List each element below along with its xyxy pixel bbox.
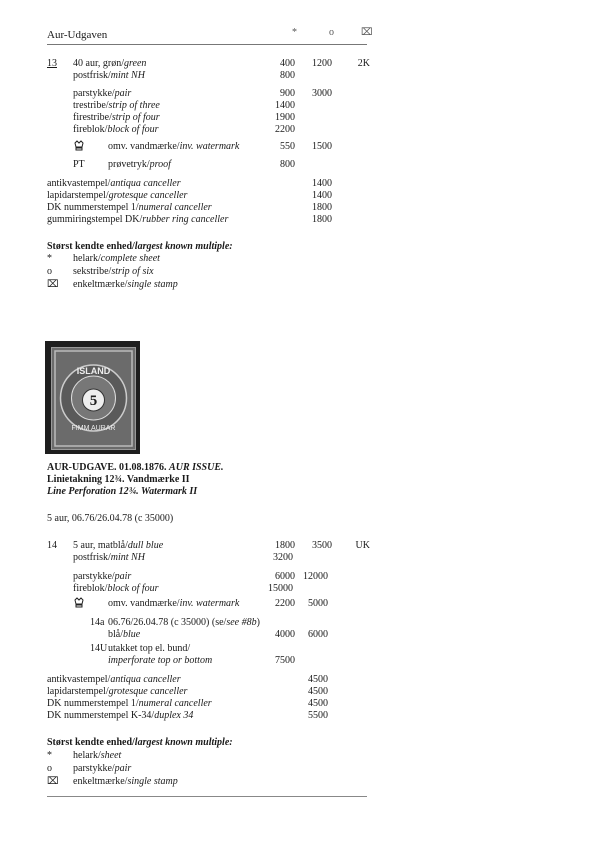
cancel-label: lapidarstempel/grotesque canceller bbox=[47, 190, 188, 201]
multiple-symbol: ⌧ bbox=[47, 776, 59, 787]
crown-icon bbox=[73, 139, 85, 154]
variety-price: 7500 bbox=[275, 655, 295, 666]
variant-price: 1900 bbox=[275, 112, 295, 123]
price-cover: 2K bbox=[357, 58, 370, 69]
cancel-price: 4500 bbox=[308, 698, 328, 709]
variant-price: 1400 bbox=[275, 100, 295, 111]
cancel-price: 4500 bbox=[308, 686, 328, 697]
variety-price: 4000 bbox=[275, 629, 295, 640]
multiple-symbol: o bbox=[47, 266, 52, 277]
variant-price: 2200 bbox=[275, 124, 295, 135]
cancel-label: DK nummerstempel 1/numeral canceller bbox=[47, 202, 212, 213]
price-used: 3500 bbox=[312, 540, 332, 551]
multiple-label: enkeltmærke/single stamp bbox=[73, 279, 178, 290]
issue-subtitle: 5 aur, 06.76/26.04.78 (c 35000) bbox=[47, 513, 174, 524]
watermark-price: 1500 bbox=[312, 141, 332, 152]
price-cover: UK bbox=[355, 540, 370, 551]
cancel-label: antikvastempel/antiqua canceller bbox=[47, 674, 181, 685]
watermark-price: 2200 bbox=[275, 598, 295, 609]
stamp-description: 40 aur, grøn/green bbox=[73, 58, 147, 69]
watermark-label: omv. vandmærke/inv. watermark bbox=[108, 598, 240, 609]
variant-price: 15000 bbox=[268, 583, 293, 594]
price-mint: 1800 bbox=[275, 540, 295, 551]
variant-label: firestribe/strip of four bbox=[73, 112, 160, 123]
cancel-price: 1800 bbox=[312, 202, 332, 213]
cover-symbol: ⌧ bbox=[361, 27, 373, 38]
cancel-label: DK nummerstempel K-34/duplex 34 bbox=[47, 710, 194, 721]
multiple-label: helark/complete sheet bbox=[73, 253, 160, 264]
running-title: Aur-Udgaven bbox=[47, 29, 108, 41]
stamp-description: 5 aur, matblå/dull blue bbox=[73, 540, 164, 551]
price-mint: 400 bbox=[280, 58, 295, 69]
catalogue-number: 13 bbox=[47, 58, 57, 69]
cancel-price: 4500 bbox=[308, 674, 328, 685]
used-symbol: o bbox=[329, 27, 334, 38]
variant-label: postfrisk/mint NH bbox=[73, 70, 145, 81]
variety-color: blå/blue bbox=[108, 629, 141, 640]
cancel-price: 5500 bbox=[308, 710, 328, 721]
footer-rule bbox=[47, 796, 367, 797]
variety-code: 14a bbox=[90, 617, 105, 628]
price-used: 1200 bbox=[312, 58, 332, 69]
cancel-price: 1400 bbox=[312, 178, 332, 189]
variety-label: utakket top el. bund/ bbox=[108, 643, 191, 654]
catalogue-number: 14 bbox=[47, 540, 57, 551]
variant-price: 6000 bbox=[275, 571, 295, 582]
variant-price: 900 bbox=[280, 88, 295, 99]
multiple-symbol: o bbox=[47, 763, 52, 774]
issue-perforation-en: Line Perforation 12¾. Watermark II bbox=[47, 486, 198, 497]
crown-icon bbox=[73, 596, 85, 611]
largest-multiple-heading: Størst kendte enhed/largest known multiple: bbox=[47, 241, 233, 252]
multiple-symbol: * bbox=[47, 253, 52, 264]
cancel-price: 1800 bbox=[312, 214, 332, 225]
watermark-price: 5000 bbox=[308, 598, 328, 609]
multiple-symbol: * bbox=[47, 750, 52, 761]
variant-price: 3200 bbox=[273, 552, 293, 563]
variant-label: trestribe/strip of three bbox=[73, 100, 160, 111]
variant-label: parstykke/pair bbox=[73, 571, 132, 582]
largest-multiple-heading: Størst kendte enhed/largest known multiple: bbox=[47, 737, 233, 748]
variant-label: fireblok/block of four bbox=[73, 124, 159, 135]
variety-price: 6000 bbox=[308, 629, 328, 640]
variety-label-en: imperforate top or bottom bbox=[108, 655, 213, 666]
page-header bbox=[47, 26, 373, 45]
stamp-image bbox=[45, 341, 140, 454]
cancel-label: lapidarstempel/grotesque canceller bbox=[47, 686, 188, 697]
variant-price: 800 bbox=[280, 70, 295, 81]
multiple-label: sekstribe/strip of six bbox=[73, 266, 154, 277]
stamp-country: ISLAND bbox=[76, 366, 111, 376]
variant-price: 12000 bbox=[303, 571, 328, 582]
variant-label: postfrisk/mint NH bbox=[73, 552, 145, 563]
proof-label: prøvetryk/proof bbox=[108, 159, 171, 170]
proof-price: 800 bbox=[280, 159, 295, 170]
issue-perforation: Linietakning 12¾. Vandmærke II bbox=[47, 474, 190, 485]
multiple-label: enkeltmærke/single stamp bbox=[73, 776, 178, 787]
multiple-symbol: ⌧ bbox=[47, 279, 59, 290]
variety-code: 14U bbox=[90, 643, 108, 654]
cancel-label: antikvastempel/antiqua canceller bbox=[47, 178, 181, 189]
variant-label: parstykke/pair bbox=[73, 88, 132, 99]
variant-label: fireblok/block of four bbox=[73, 583, 159, 594]
cancel-label: gummiringstempel DK/rubber ring canceller bbox=[47, 214, 229, 225]
multiple-label: helark/sheet bbox=[73, 750, 122, 761]
stamp-value: 5 bbox=[89, 393, 98, 409]
watermark-label: omv. vandmærke/inv. watermark bbox=[108, 141, 240, 152]
multiple-label: parstykke/pair bbox=[73, 763, 132, 774]
stamp-bottom-text: FIMM AURAR bbox=[71, 425, 116, 432]
proof-code: PT bbox=[73, 159, 85, 170]
variant-price: 3000 bbox=[312, 88, 332, 99]
watermark-price: 550 bbox=[280, 141, 295, 152]
cancel-label: DK nummerstempel 1/numeral canceller bbox=[47, 698, 212, 709]
issue-title: AUR-UDGAVE. 01.08.1876. AUR ISSUE. bbox=[47, 462, 224, 473]
cancel-price: 1400 bbox=[312, 190, 332, 201]
mint-symbol: * bbox=[292, 27, 297, 38]
variety-dates: 06.76/26.04.78 (c 35000) (se/see #8b) bbox=[108, 617, 260, 628]
